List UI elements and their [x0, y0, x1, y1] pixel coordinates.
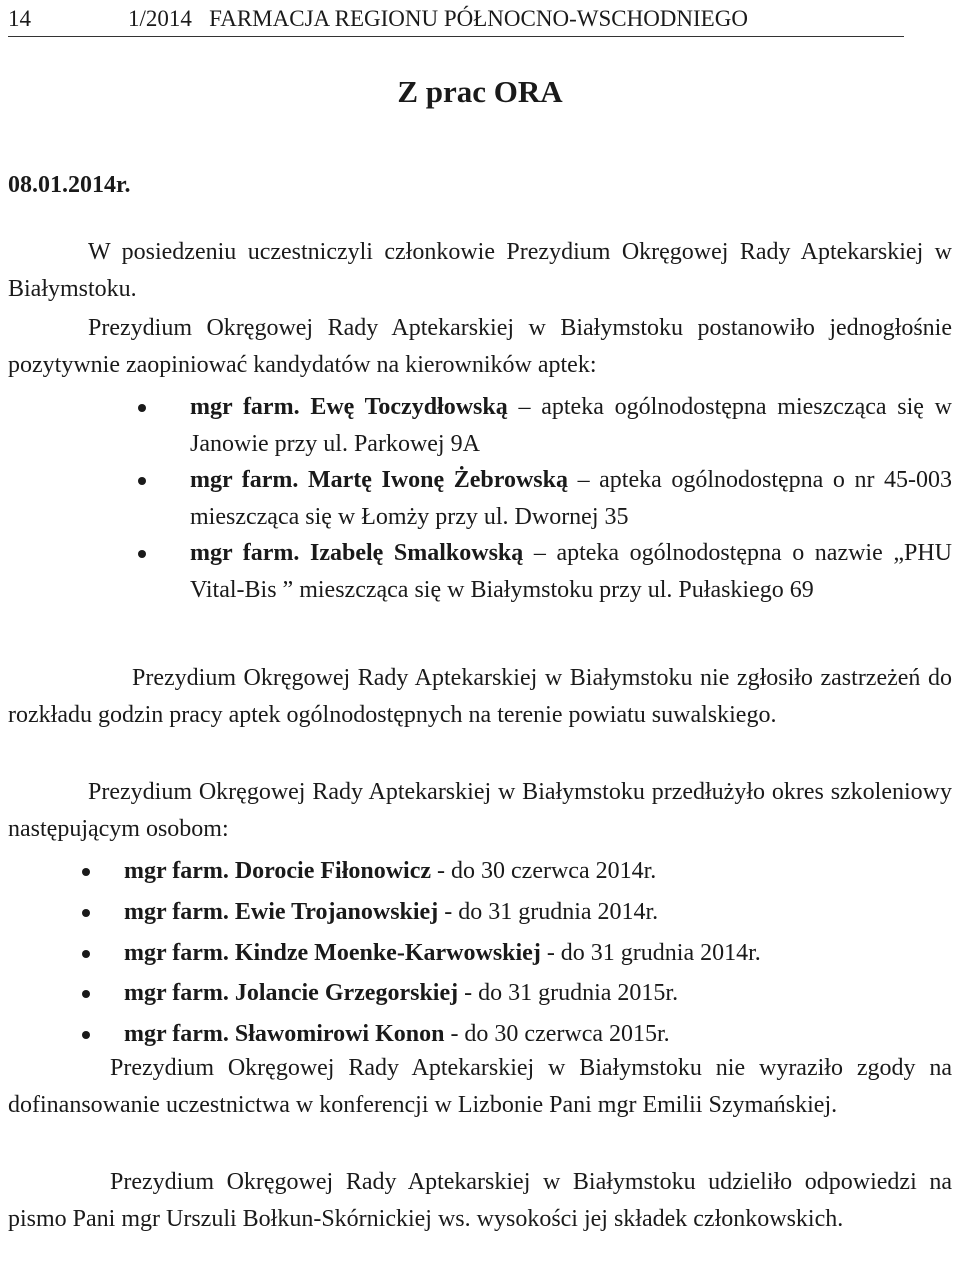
extension-list: [0, 851, 952, 1055]
paragraph-no-objection: [8, 660, 952, 733]
paragraph-response-text: Prezydium Okręgowej Rady Aptekarskiej w Białymstoku udzieliło odpowiedzi na pismo Pani mgr Urszuli Bołkun-Skórnickiej ws. wysokości jej składek członkowskich.: [8, 1169, 952, 1232]
meeting-date: 08.01.2014r.: [8, 172, 131, 198]
person-name: mgr farm. Ewie Trojanowskiej: [124, 898, 439, 925]
running-header: [8, 4, 904, 37]
bullet-icon: [138, 550, 146, 558]
paragraph-attendance: [8, 234, 952, 307]
bullet-icon: [82, 1031, 90, 1039]
bullet-icon: [138, 477, 146, 485]
journal-title: 1/2014 FARMACJA REGIONU PÓŁNOCNO-WSCHODNIEGO: [128, 6, 748, 31]
person-name: mgr farm. Sławomirowi Konon: [124, 1021, 445, 1048]
list-item: [0, 1014, 952, 1055]
extension-until: - do 30 czerwca 2015r.: [444, 1021, 670, 1048]
list-item: [0, 462, 952, 535]
extension-until: - do 31 grudnia 2014r.: [540, 939, 761, 966]
paragraph-no-objection-text: Prezydium Okręgowej Rady Aptekarskiej w Białymstoku nie zgłosiło zastrzeżeń do rozkładu godzin pracy aptek ogólnodostępnych na terenie powiatu suwalskiego.: [8, 665, 952, 728]
paragraph-extension-intro: [8, 774, 952, 847]
section-title: Z prac ORA: [397, 74, 563, 109]
candidate-name: mgr farm. Ewę Toczydłowską: [190, 394, 508, 420]
person-name: mgr farm. Jolancie Grzegorskiej: [124, 980, 459, 1007]
list-item: [0, 973, 952, 1014]
list-item: [0, 933, 952, 974]
list-item: [0, 389, 952, 462]
bullet-icon: [82, 990, 90, 998]
candidate-list: [0, 389, 952, 608]
candidate-name: mgr farm. Martę Iwonę Żebrowską: [190, 467, 568, 493]
candidate-details: – apteka ogólnodostępna o nr 45-003 mieszcząca się w Łomży przy ul. Dwornej 35: [190, 467, 953, 530]
person-name: mgr farm. Kindze Moenke-Karwowskiej: [124, 939, 541, 966]
paragraph-response: [8, 1164, 952, 1237]
paragraph-opinion-intro: [8, 310, 952, 383]
list-item: [0, 892, 952, 933]
bullet-icon: [82, 868, 90, 876]
candidate-name: mgr farm. Izabelę Smalkowską: [190, 540, 524, 566]
extension-until: - do 31 grudnia 2014r.: [438, 898, 659, 925]
candidate-details: – apteka ogólnodostępna mieszcząca się w Janowie przy ul. Parkowej 9A: [190, 394, 952, 457]
paragraph-no-funding-text: Prezydium Okręgowej Rady Aptekarskiej w Białymstoku nie wyraziło zgody na dofinansowanie uczestnictwa w konferencji w Lizbonie Pani mgr Emilii Szymańskiej.: [8, 1055, 952, 1118]
extension-until: - do 30 czerwca 2014r.: [431, 858, 657, 884]
candidate-details: – apteka ogólnodostępna o nazwie „PHU Vital-Bis ” mieszcząca się w Białymstoku przy ul. Pułaskiego 69: [190, 540, 952, 603]
paragraph-attendance-text: W posiedzeniu uczestniczyli członkowie Prezydium Okręgowej Rady Aptekarskiej w Białymstoku.: [8, 239, 952, 302]
person-name: mgr farm. Dorocie Fiłonowicz: [124, 858, 432, 884]
paragraph-opinion-intro-text: Prezydium Okręgowej Rady Aptekarskiej w Białymstoku postanowiło jednogłośnie pozytywnie zaopiniować kandydatów na kierowników aptek:: [8, 315, 952, 378]
paragraph-extension-intro-text: Prezydium Okręgowej Rady Aptekarskiej w Białymstoku przedłużyło okres szkoleniowy następującym osobom:: [8, 779, 952, 842]
extension-until: - do 31 grudnia 2015r.: [458, 980, 679, 1007]
list-item: [0, 851, 952, 892]
paragraph-no-funding: [8, 1050, 952, 1123]
page-number: 14: [8, 6, 31, 31]
bullet-icon: [82, 950, 90, 958]
bullet-icon: [138, 404, 146, 412]
bullet-icon: [82, 909, 90, 917]
list-item: [0, 535, 952, 608]
